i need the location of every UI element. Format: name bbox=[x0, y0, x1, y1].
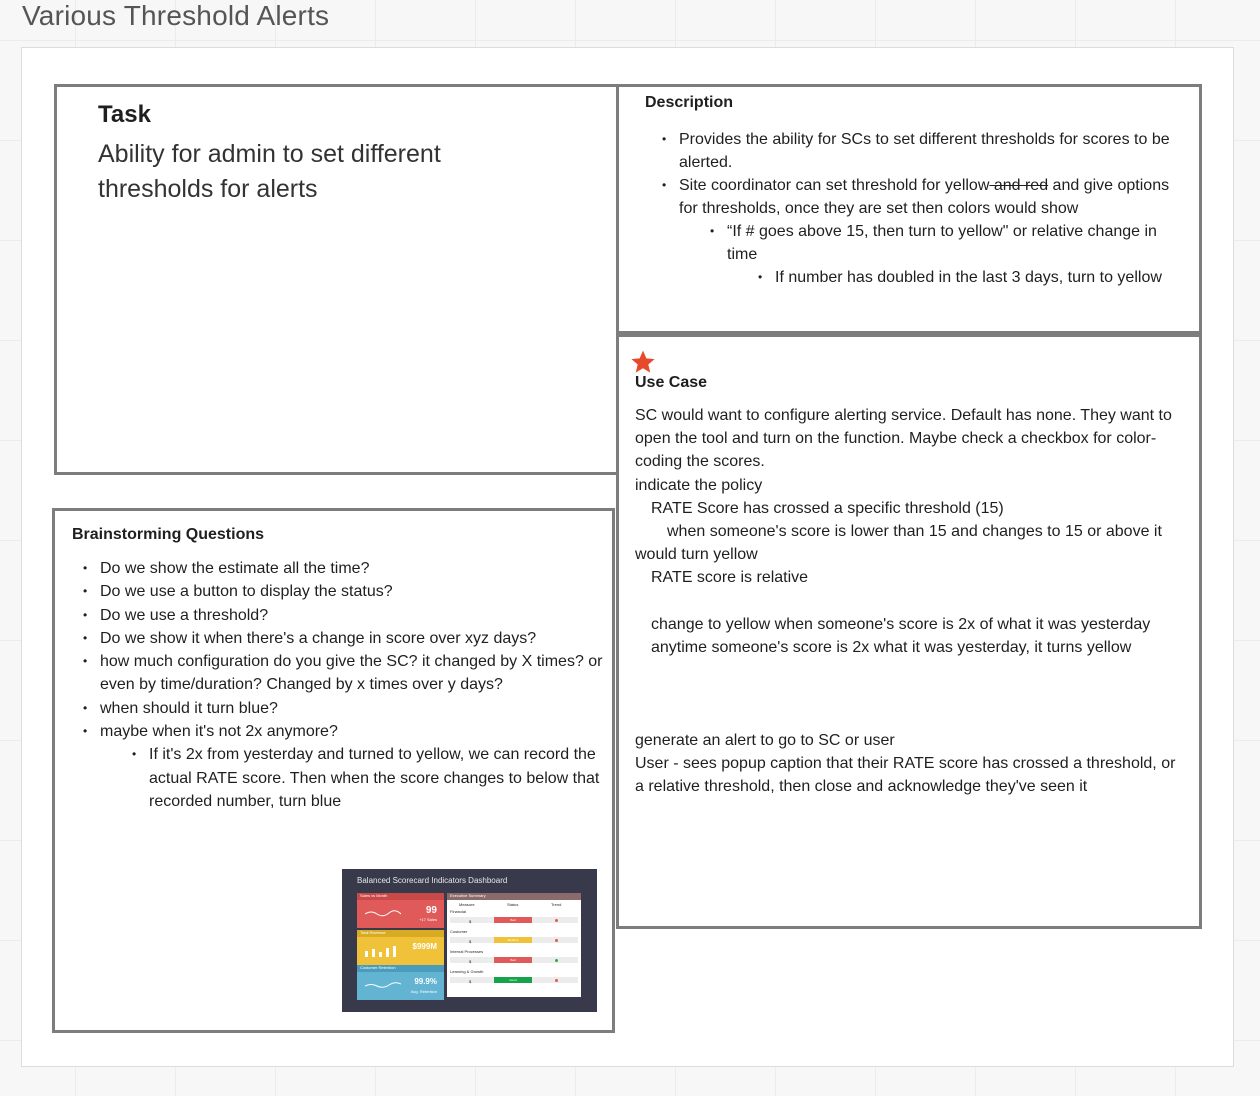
kpi-tile bbox=[357, 893, 444, 928]
use-case-text: indicate the policy bbox=[635, 476, 763, 494]
bar-chart-icon bbox=[365, 945, 401, 957]
use-case-text: User - sees popup caption that their RATE score has crossed a threshold, or a relative threshold, then close and acknowledge they've seen it bbox=[635, 755, 1176, 796]
thumbnail-table bbox=[447, 893, 581, 997]
bullet-text: Site coordinator can set threshold for yellow bbox=[679, 177, 990, 194]
row-dollar: $ bbox=[469, 919, 472, 924]
row-name: Customer bbox=[450, 929, 468, 934]
sparkline-icon bbox=[365, 909, 401, 917]
row-name: Financial bbox=[450, 909, 467, 914]
use-case-text: when someone's score is lower than 15 and changes to 15 or above it would turn yellow bbox=[635, 523, 1162, 564]
spacer bbox=[635, 659, 1180, 729]
description-list bbox=[679, 128, 1179, 289]
brainstorm-item-text: maybe when it's not 2x anymore? bbox=[100, 723, 338, 741]
trend-dot-icon bbox=[555, 979, 558, 982]
use-case-text: RATE Score has crossed a specific threshold (15) bbox=[651, 499, 1004, 517]
brainstorm-item: • Do we show the estimate all the time? bbox=[100, 557, 610, 580]
brainstorm-item: • Do we use a button to display the status? bbox=[100, 580, 610, 603]
description-sub-sub-bullet: • If number has doubled in the last 3 days, turn to yellow bbox=[775, 266, 1179, 289]
use-case-text: generate an alert to go to SC or user bbox=[635, 731, 895, 749]
row-name: Internal Processes bbox=[450, 949, 484, 954]
kpi-head: Customer Retention bbox=[357, 965, 444, 972]
brainstorm-item: • how much configuration do you give the SC? it changed by X times? or even by time/duration? Changed by x times over y days? bbox=[100, 650, 610, 697]
spacer bbox=[635, 590, 1180, 613]
struck-text: and red bbox=[989, 177, 1049, 194]
use-case-text: change to yellow when someone's score is 2x of what it was yesterday bbox=[651, 615, 1151, 633]
kpi-value: 99.9% bbox=[414, 977, 437, 986]
brainstorm-item: • Do we show it when there's a change in score over xyz days? bbox=[100, 627, 610, 650]
trend-dot-icon bbox=[555, 919, 558, 922]
description-card[interactable] bbox=[616, 84, 1202, 334]
table-row bbox=[447, 908, 581, 928]
kpi-tile bbox=[357, 965, 444, 1000]
kpi-head: Sales vs Month bbox=[357, 893, 444, 900]
status-cell: Good bbox=[494, 977, 532, 983]
status-cell: Medium bbox=[494, 937, 532, 943]
description-sub-bullet bbox=[727, 220, 1179, 289]
brainstorm-item: • when should it turn blue? bbox=[100, 697, 610, 720]
kpi-tile bbox=[357, 930, 444, 965]
dashboard-thumbnail-image[interactable] bbox=[342, 869, 597, 1012]
kpi-value: 99 bbox=[425, 905, 437, 916]
sub-bullet-text: “If # goes above 15, then turn to yellow" or relative change in time bbox=[727, 223, 1157, 263]
board-title: Various Threshold Alerts bbox=[22, 0, 330, 31]
row-dollar: $ bbox=[469, 959, 472, 964]
brainstorm-item bbox=[100, 720, 610, 813]
kpi-sub: +17 Sales bbox=[419, 917, 437, 922]
column-header: Measure bbox=[459, 902, 475, 907]
status-cell: Bad bbox=[494, 917, 532, 923]
kpi-head: Total Revenue bbox=[357, 930, 444, 937]
use-case-text: SC would want to configure alerting service. Default has none. They want to open the tool and turn on the function. Maybe check a checkbox for color-coding the scores. bbox=[635, 407, 1172, 471]
bullet-text: and give options for thresholds, once they are set then colors would show bbox=[679, 177, 1170, 217]
table-row bbox=[447, 948, 581, 968]
task-heading: Task bbox=[98, 101, 151, 128]
star-icon bbox=[630, 349, 656, 375]
use-case-card[interactable] bbox=[616, 334, 1202, 929]
brainstorm-list bbox=[100, 557, 610, 813]
table-columns bbox=[447, 900, 581, 908]
brainstorm-sub-item: • If it's 2x from yesterday and turned to yellow, we can record the actual RATE score. Then when the score changes to below that recorded number, turn blue bbox=[149, 743, 610, 813]
trend-dot-icon bbox=[555, 959, 558, 962]
table-head: Executive Summary bbox=[447, 893, 581, 900]
column-header: Status bbox=[507, 902, 519, 907]
use-case-title: Use Case bbox=[635, 374, 708, 391]
sparkline-icon bbox=[365, 981, 401, 989]
description-bullet bbox=[679, 174, 1179, 289]
use-case-text: RATE score is relative bbox=[651, 569, 809, 587]
task-body: Ability for admin to set different thresholds for alerts bbox=[98, 140, 441, 203]
description-title: Description bbox=[645, 94, 734, 111]
table-row bbox=[447, 968, 581, 988]
column-header: Trend bbox=[551, 902, 562, 907]
table-row bbox=[447, 928, 581, 948]
kpi-value: $999M bbox=[412, 942, 437, 951]
thumbnail-title: Balanced Scorecard Indicators Dashboard bbox=[357, 876, 508, 885]
brainstorm-item: • Do we use a threshold? bbox=[100, 604, 610, 627]
status-cell: Bad bbox=[494, 957, 532, 963]
row-name: Learning & Growth bbox=[450, 969, 484, 974]
brainstorm-title: Brainstorming Questions bbox=[72, 526, 265, 543]
kpi-sub: Avg. Retention bbox=[410, 989, 437, 994]
row-dollar: $ bbox=[469, 979, 472, 984]
use-case-text: anytime someone's score is 2x what it was yesterday, it turns yellow bbox=[651, 639, 1132, 657]
task-card[interactable] bbox=[54, 84, 620, 475]
description-bullet: • Provides the ability for SCs to set different thresholds for scores to be alerted. bbox=[679, 128, 1179, 174]
use-case-body bbox=[635, 404, 1180, 798]
row-dollar: $ bbox=[469, 939, 472, 944]
trend-dot-icon bbox=[555, 939, 558, 942]
